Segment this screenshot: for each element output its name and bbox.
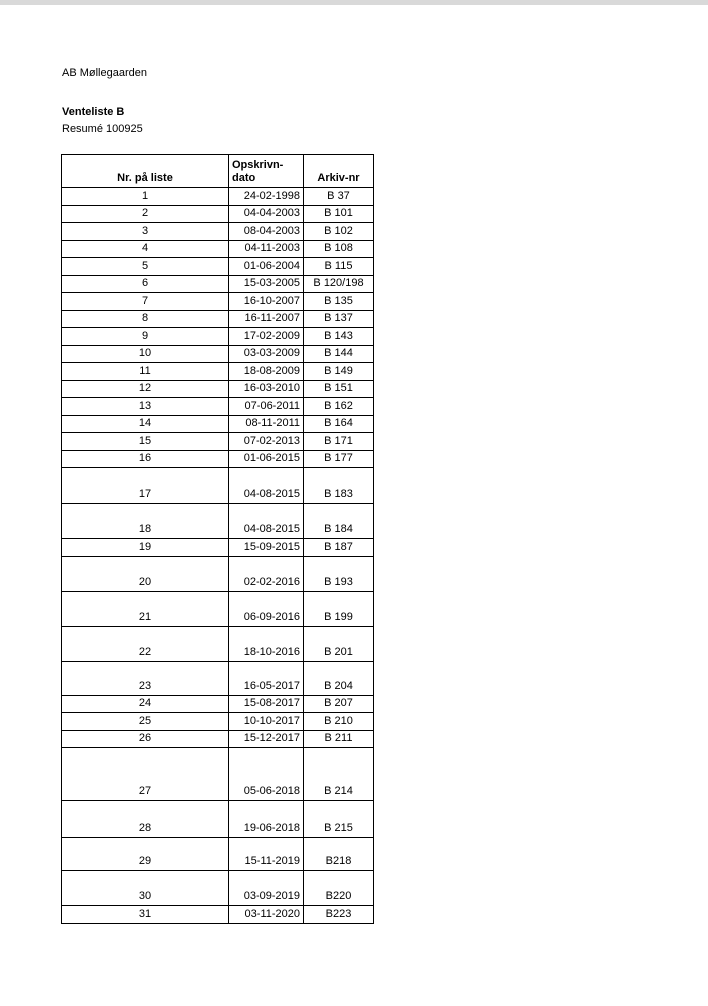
cell-opskrivn-dato: 15-12-2017 bbox=[229, 730, 304, 748]
cell-opskrivn-dato: 03-03-2009 bbox=[229, 345, 304, 363]
cell-nr: 18 bbox=[62, 504, 229, 539]
cell-opskrivn-dato: 03-11-2020 bbox=[229, 906, 304, 924]
table-row bbox=[62, 801, 374, 838]
cell-opskrivn-dato: 02-02-2016 bbox=[229, 556, 304, 591]
cell-arkiv-nr: B 214 bbox=[304, 748, 374, 801]
cell-opskrivn-dato: 04-08-2015 bbox=[229, 468, 304, 504]
cell-arkiv-nr: B 162 bbox=[304, 398, 374, 416]
table-row bbox=[62, 433, 374, 451]
column-header-nr-pa-liste: Nr. på liste bbox=[62, 155, 229, 188]
cell-nr: 23 bbox=[62, 661, 229, 695]
table-row bbox=[62, 838, 374, 871]
table-row bbox=[62, 363, 374, 381]
cell-nr: 3 bbox=[62, 223, 229, 241]
table-row bbox=[62, 380, 374, 398]
cell-nr: 28 bbox=[62, 801, 229, 838]
cell-opskrivn-dato: 18-08-2009 bbox=[229, 363, 304, 381]
table-row bbox=[62, 695, 374, 713]
list-title: Venteliste B bbox=[62, 106, 125, 118]
cell-arkiv-nr: B 102 bbox=[304, 223, 374, 241]
cell-nr: 4 bbox=[62, 240, 229, 258]
cell-opskrivn-dato: 10-10-2017 bbox=[229, 713, 304, 731]
cell-arkiv-nr: B 207 bbox=[304, 695, 374, 713]
cell-arkiv-nr: B 37 bbox=[304, 188, 374, 206]
waiting-list-table bbox=[61, 154, 374, 924]
cell-nr: 27 bbox=[62, 748, 229, 801]
table-row bbox=[62, 661, 374, 695]
cell-arkiv-nr: B 120/198 bbox=[304, 275, 374, 293]
cell-opskrivn-dato: 16-11-2007 bbox=[229, 310, 304, 328]
cell-arkiv-nr: B 187 bbox=[304, 539, 374, 557]
cell-arkiv-nr: B 151 bbox=[304, 380, 374, 398]
cell-arkiv-nr: B 108 bbox=[304, 240, 374, 258]
cell-opskrivn-dato: 04-11-2003 bbox=[229, 240, 304, 258]
cell-arkiv-nr: B 101 bbox=[304, 205, 374, 223]
cell-nr: 6 bbox=[62, 275, 229, 293]
table-row bbox=[62, 504, 374, 539]
table-row bbox=[62, 906, 374, 924]
table-header-row bbox=[62, 155, 374, 188]
table-row bbox=[62, 871, 374, 906]
cell-opskrivn-dato: 05-06-2018 bbox=[229, 748, 304, 801]
cell-arkiv-nr: B223 bbox=[304, 906, 374, 924]
table-row bbox=[62, 415, 374, 433]
cell-nr: 26 bbox=[62, 730, 229, 748]
cell-nr: 1 bbox=[62, 188, 229, 206]
cell-opskrivn-dato: 19-06-2018 bbox=[229, 801, 304, 838]
cell-nr: 12 bbox=[62, 380, 229, 398]
cell-nr: 15 bbox=[62, 433, 229, 451]
cell-opskrivn-dato: 01-06-2015 bbox=[229, 450, 304, 468]
cell-arkiv-nr: B 183 bbox=[304, 468, 374, 504]
cell-arkiv-nr: B 171 bbox=[304, 433, 374, 451]
cell-nr: 22 bbox=[62, 626, 229, 661]
cell-arkiv-nr: B 215 bbox=[304, 801, 374, 838]
cell-nr: 25 bbox=[62, 713, 229, 731]
table-row bbox=[62, 258, 374, 276]
table-row bbox=[62, 398, 374, 416]
table-row bbox=[62, 556, 374, 591]
cell-nr: 19 bbox=[62, 539, 229, 557]
cell-opskrivn-dato: 16-10-2007 bbox=[229, 293, 304, 311]
cell-arkiv-nr: B 115 bbox=[304, 258, 374, 276]
cell-arkiv-nr: B218 bbox=[304, 838, 374, 871]
cell-nr: 2 bbox=[62, 205, 229, 223]
table-row bbox=[62, 188, 374, 206]
table-row bbox=[62, 626, 374, 661]
cell-nr: 29 bbox=[62, 838, 229, 871]
cell-arkiv-nr: B 143 bbox=[304, 328, 374, 346]
cell-opskrivn-dato: 08-04-2003 bbox=[229, 223, 304, 241]
table-row bbox=[62, 591, 374, 626]
cell-opskrivn-dato: 18-10-2016 bbox=[229, 626, 304, 661]
cell-opskrivn-dato: 01-06-2004 bbox=[229, 258, 304, 276]
cell-nr: 21 bbox=[62, 591, 229, 626]
cell-nr: 13 bbox=[62, 398, 229, 416]
cell-nr: 24 bbox=[62, 695, 229, 713]
cell-arkiv-nr: B 211 bbox=[304, 730, 374, 748]
cell-nr: 20 bbox=[62, 556, 229, 591]
cell-nr: 7 bbox=[62, 293, 229, 311]
cell-nr: 30 bbox=[62, 871, 229, 906]
cell-nr: 11 bbox=[62, 363, 229, 381]
cell-opskrivn-dato: 07-06-2011 bbox=[229, 398, 304, 416]
table-row bbox=[62, 223, 374, 241]
cell-arkiv-nr: B 144 bbox=[304, 345, 374, 363]
column-header-opskrivn-dato-line2: dato bbox=[232, 172, 256, 184]
cell-arkiv-nr: B 177 bbox=[304, 450, 374, 468]
cell-opskrivn-dato: 06-09-2016 bbox=[229, 591, 304, 626]
cell-nr: 10 bbox=[62, 345, 229, 363]
cell-nr: 8 bbox=[62, 310, 229, 328]
cell-nr: 14 bbox=[62, 415, 229, 433]
column-header-opskrivn-dato bbox=[229, 155, 304, 188]
cell-opskrivn-dato: 15-11-2019 bbox=[229, 838, 304, 871]
cell-arkiv-nr: B 193 bbox=[304, 556, 374, 591]
table-row bbox=[62, 275, 374, 293]
table-row bbox=[62, 468, 374, 504]
resume-line: Resumé 100925 bbox=[62, 123, 143, 135]
cell-nr: 9 bbox=[62, 328, 229, 346]
cell-opskrivn-dato: 24-02-1998 bbox=[229, 188, 304, 206]
column-header-opskrivn-dato-line1: Opskrivn- bbox=[232, 159, 284, 171]
table-body bbox=[62, 188, 374, 924]
cell-arkiv-nr: B220 bbox=[304, 871, 374, 906]
cell-opskrivn-dato: 17-02-2009 bbox=[229, 328, 304, 346]
table-row bbox=[62, 450, 374, 468]
cell-opskrivn-dato: 04-04-2003 bbox=[229, 205, 304, 223]
cell-arkiv-nr: B 149 bbox=[304, 363, 374, 381]
table-row bbox=[62, 293, 374, 311]
cell-arkiv-nr: B 184 bbox=[304, 504, 374, 539]
cell-arkiv-nr: B 137 bbox=[304, 310, 374, 328]
table-row bbox=[62, 713, 374, 731]
table-row bbox=[62, 310, 374, 328]
cell-nr: 31 bbox=[62, 906, 229, 924]
cell-arkiv-nr: B 199 bbox=[304, 591, 374, 626]
cell-opskrivn-dato: 15-08-2017 bbox=[229, 695, 304, 713]
cell-opskrivn-dato: 15-03-2005 bbox=[229, 275, 304, 293]
table-row bbox=[62, 345, 374, 363]
cell-nr: 16 bbox=[62, 450, 229, 468]
cell-opskrivn-dato: 03-09-2019 bbox=[229, 871, 304, 906]
table-row bbox=[62, 328, 374, 346]
table-row bbox=[62, 205, 374, 223]
column-header-arkiv-nr: Arkiv-nr bbox=[304, 155, 374, 188]
cell-nr: 5 bbox=[62, 258, 229, 276]
table-row bbox=[62, 748, 374, 801]
cell-arkiv-nr: B 204 bbox=[304, 661, 374, 695]
cell-opskrivn-dato: 16-05-2017 bbox=[229, 661, 304, 695]
cell-opskrivn-dato: 07-02-2013 bbox=[229, 433, 304, 451]
table-row bbox=[62, 240, 374, 258]
table-row bbox=[62, 539, 374, 557]
window-top-edge bbox=[0, 0, 708, 5]
cell-opskrivn-dato: 16-03-2010 bbox=[229, 380, 304, 398]
cell-arkiv-nr: B 210 bbox=[304, 713, 374, 731]
cell-arkiv-nr: B 135 bbox=[304, 293, 374, 311]
table-row bbox=[62, 730, 374, 748]
cell-opskrivn-dato: 15-09-2015 bbox=[229, 539, 304, 557]
cell-arkiv-nr: B 201 bbox=[304, 626, 374, 661]
cell-nr: 17 bbox=[62, 468, 229, 504]
cell-opskrivn-dato: 04-08-2015 bbox=[229, 504, 304, 539]
cell-opskrivn-dato: 08-11-2011 bbox=[229, 415, 304, 433]
company-name: AB Møllegaarden bbox=[62, 67, 147, 79]
cell-arkiv-nr: B 164 bbox=[304, 415, 374, 433]
